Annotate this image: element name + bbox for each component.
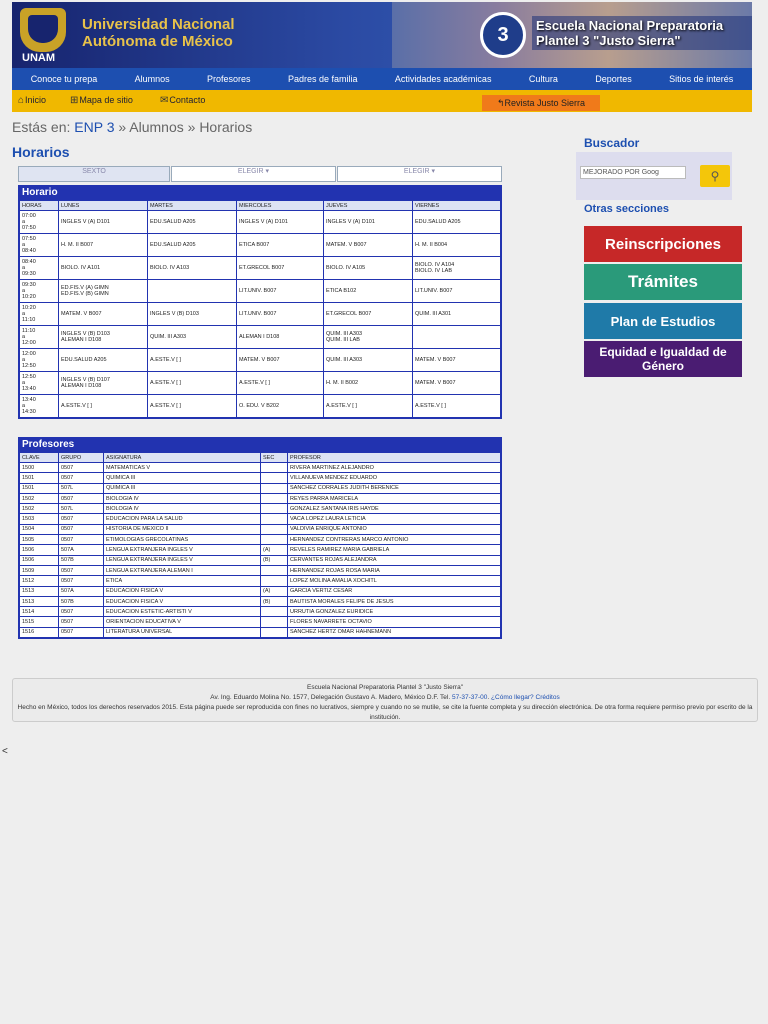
horario-time-cell: 08:40 a 09:30 [20,257,58,279]
horario-class-cell: MATEM. V B007 [237,349,323,371]
search-input[interactable]: MEJORADO POR Goog [580,166,686,179]
profesores-title: Profesores [22,439,75,450]
profesores-cell: FLORES NAVARRETE OCTAVIO [288,617,500,626]
buscador-title: Buscador [584,136,640,150]
school-name-line2: Plantel 3 "Justo Sierra" [536,33,681,48]
revista-button[interactable] [482,95,600,111]
profesores-cell: HERNANDEZ ROJAS ROSA MARIA [288,566,500,575]
profesores-cell: CERVANTES ROJAS ALEJANDRA [288,556,500,565]
search-button[interactable] [700,165,730,187]
profesores-cell: 1504 [20,525,58,534]
horario-class-cell: BIOLO. IV A104 BIOLO. IV LAB [413,257,500,279]
profesores-cell: 1506 [20,556,58,565]
promo-label: Plan de Estudios [610,313,716,329]
horario-class-cell: ETICA B007 [237,234,323,256]
profesores-cell: EDUCACION FISICA V [104,587,260,596]
profesores-cell: 1509 [20,566,58,575]
profesores-cell: VALDIVIA ENRIQUE ANTONIO [288,525,500,534]
horario-class-cell: MATEM. V B007 [413,349,500,371]
profesores-cell: 507B [59,597,103,606]
profesores-cell: 1506 [20,545,58,554]
profesores-cell: SANCHEZ CORRALES JUDITH BERENICE [288,484,500,493]
horario-row [20,234,500,256]
horario-class-cell: BIOLO. IV A101 [59,257,147,279]
horario-time-cell: 07:00 a 07:50 [20,211,58,233]
horario-class-cell: A.ESTE.V [ ] [59,395,147,417]
horario-class-cell: ETICA B102 [324,280,412,302]
promo-banner-4[interactable] [584,341,742,377]
table-row [20,484,500,493]
profesores-cell: 507A [59,545,103,554]
profesores-cell [261,576,287,585]
profesores-cell: 1512 [20,576,58,585]
horario-header-cell: MIERCOLES [237,201,323,210]
profesores-cell: URRUTIA GONZALEZ EURIDICE [288,607,500,616]
profesores-cell: 0507 [59,525,103,534]
profesores-cell [261,484,287,493]
footer-phone[interactable]: 57-37-37-00 [452,694,488,701]
school-name [532,16,752,50]
horario-class-cell: ET.GRECOL B007 [324,303,412,325]
table-row [20,514,500,523]
grade-select[interactable]: SEXTO [18,166,170,182]
footer [12,678,758,722]
horario-class-cell: A.ESTE.V [ ] [148,349,236,371]
table-row [20,494,500,503]
footer-como-llegar[interactable]: ¿Cómo llegar? [491,694,534,701]
profesores-cell: LOPEZ MOLINA AMALIA XOCHITL [288,576,500,585]
profesores-cell [261,504,287,513]
profesores-cell: 507L [59,484,103,493]
profesores-cell: ORIENTACION EDUCATIVA V [104,617,260,626]
university-name[interactable] [82,16,282,50]
horario-class-cell: LIT.UNIV. B007 [237,280,323,302]
unam-abbr: UNAM [22,52,55,64]
profesores-cell: ETIMOLOGIAS GRECOLATINAS [104,535,260,544]
table-row [20,545,500,554]
horario-class-cell [148,280,236,302]
profesores-cell [261,494,287,503]
subnav-inicio-label: Inicio [25,95,47,105]
profesores-cell: LENGUA EXTRANJERA ALEMAN I [104,566,260,575]
horario-class-cell: BIOLO. IV A105 [324,257,412,279]
horario-class-cell: A.ESTE.V [ ] [148,372,236,394]
nav-item-cultura[interactable]: Cultura [528,74,558,84]
horario-class-cell: H. M. II B004 [413,234,500,256]
profesores-cell: 1502 [20,494,58,503]
revista-label: Revista Justo Sierra [504,98,586,108]
horario-class-cell: ET.GRECOL B007 [237,257,323,279]
table-row [20,556,500,565]
profesores-header-cell: SEC [261,453,287,462]
subnav-mapa-label: Mapa de sitio [79,95,133,105]
horario-class-cell [413,326,500,348]
horario-table [18,185,502,419]
horario-class-cell: QUIM. III A303 [324,349,412,371]
profesores-cell [261,617,287,626]
profesores-cell: VACA LOPEZ LAURA LETICIA [288,514,500,523]
horario-class-cell: ALEMAN I D108 [237,326,323,348]
sitemap-icon: ⊞ [70,95,79,106]
profesores-cell: 0507 [59,566,103,575]
selector-row [18,166,502,182]
profesores-cell: 0507 [59,628,103,637]
profesores-cell: LENGUA EXTRANJERA INGLES V [104,545,260,554]
profesores-cell: 0507 [59,463,103,472]
horario-row [20,280,500,302]
subnav-contacto-label: Contacto [169,95,206,105]
horario-time-cell: 13:40 a 14:30 [20,395,58,417]
profesores-cell: 1513 [20,587,58,596]
profesores-cell [261,525,287,534]
profesores-table [18,437,502,639]
search-icon: ⚲ [710,169,720,183]
profesores-cell [261,463,287,472]
table-row [20,628,500,637]
profesores-cell: REYES PARRA MARICELA [288,494,500,503]
turn-select[interactable]: ELEGIR ▾ [337,166,502,182]
footer-address: Av. Ing. Eduardo Molina No. 1577, Delegación Gustavo A. Madero, México D.F. Tel. [210,694,451,701]
profesores-cell: 1515 [20,617,58,626]
profesores-cell: QUIMICA III [104,484,260,493]
profesores-cell: QUIMICA III [104,473,260,482]
horario-class-cell: EDU.SALUD A205 [148,234,236,256]
profesores-cell: ETICA [104,576,260,585]
profesores-cell: 0507 [59,494,103,503]
footer-creditos[interactable]: Créditos [535,694,560,701]
footer-line1: Escuela Nacional Preparatoria Plantel 3 "Justo Sierra" [307,684,463,691]
profesores-cell: 507L [59,504,103,513]
nav-item-profesores[interactable]: Profesores [207,74,251,84]
promo-banner-3[interactable] [584,303,742,339]
profesores-cell: 1513 [20,597,58,606]
horario-class-cell: INGLES V (A) D101 [237,211,323,233]
horario-header-cell: HORAS [20,201,58,210]
breadcrumb-rest: » Alumnos » Horarios [118,119,253,135]
horario-class-cell: INGLES V (B) D103 [148,303,236,325]
promo-banner-2[interactable] [584,264,742,300]
profesores-cell: 0507 [59,535,103,544]
profesores-cell [261,535,287,544]
horario-time-cell: 07:50 a 08:40 [20,234,58,256]
profesores-cell: BIOLOGIA IV [104,494,260,503]
profesores-cell: 0507 [59,514,103,523]
horario-time-cell: 10:20 a 11:10 [20,303,58,325]
horario-class-cell: MATEM. V B007 [413,372,500,394]
table-row [20,607,500,616]
profesores-cell: (A) [261,587,287,596]
stray-char: < [2,746,8,757]
profesores-cell: MATEMATICAS V [104,463,260,472]
nav-item-conoce[interactable]: Conoce tu prepa [30,74,98,84]
horario-class-cell: QUIM. III A303 [148,326,236,348]
horario-class-cell: A.ESTE.V [ ] [148,395,236,417]
profesores-cell: HERNANDEZ CONTRERAS MARCO ANTONIO [288,535,500,544]
horario-class-cell: H. M. II B002 [324,372,412,394]
profesores-cell: SANCHEZ HERTZ OMAR HAHNEMANN [288,628,500,637]
nav-item-actividades[interactable]: Actividades académicas [394,74,492,84]
profesores-cell: 1500 [20,463,58,472]
horario-header-cell: LUNES [59,201,147,210]
promo-label: Trámites [628,272,698,291]
breadcrumb-prefix: Estás en: [12,119,71,135]
home-icon: ⌂ [18,95,25,106]
profesores-cell: LITERATURA UNIVERSAL [104,628,260,637]
profesores-cell: LENGUA EXTRANJERA INGLES V [104,556,260,565]
profesores-cell: (B) [261,556,287,565]
profesores-cell: HISTORIA DE MEXICO II [104,525,260,534]
profesores-cell: 1516 [20,628,58,637]
table-row [20,597,500,606]
horario-class-cell: ED.FIS.V (A) GIMN ED.FIS.V (B) GIMN [59,280,147,302]
profesores-cell: BAUTISTA MORALES FELIPE DE JESUS [288,597,500,606]
profesores-cell: (B) [261,597,287,606]
profesores-cell [261,628,287,637]
profesores-cell: 1502 [20,504,58,513]
profesores-header-cell: GRUPO [59,453,103,462]
horario-row [20,349,500,371]
page-title: Horarios [12,144,70,160]
footer-line2: Av. Ing. Eduardo Molina No. 1577, Delegación Gustavo A. Madero, México D.F. Tel. 57-37-37-00. ¿Cómo llegar? Créditos [210,694,560,701]
table-row [20,504,500,513]
promo-label: Equidad e Igualdad de Género [599,345,727,373]
horario-class-cell: INGLES V (B) D107 ALEMAN I D108 [59,372,147,394]
horario-row [20,372,500,394]
profesores-cell [261,607,287,616]
table-row [20,576,500,585]
profesores-cell: 1501 [20,484,58,493]
profesores-cell: VILLANUEVA MENDEZ EDUARDO [288,473,500,482]
horario-time-cell: 09:30 a 10:20 [20,280,58,302]
mail-icon: ✉ [160,95,169,106]
horario-class-cell: A.ESTE.V [ ] [237,372,323,394]
profesores-cell [261,473,287,482]
profesores-cell: 507B [59,556,103,565]
profesores-cell: 1505 [20,535,58,544]
group-select[interactable]: ELEGIR ▾ [171,166,336,182]
horario-class-cell: LIT.UNIV. B007 [413,280,500,302]
profesores-header-cell: CLAVE [20,453,58,462]
enp-logo-icon[interactable]: 3 [480,12,526,58]
revista-icon: ↰ [496,98,505,108]
breadcrumb-link-enp3[interactable]: ENP 3 [74,119,115,135]
profesores-cell [261,514,287,523]
university-name-line2: Autónoma de México [82,33,233,50]
horario-time-cell: 11:10 a 12:00 [20,326,58,348]
profesores-cell: GARCIA VERTIZ CESAR [288,587,500,596]
horario-row [20,303,500,325]
nav-item-alumnos[interactable]: Alumnos [134,74,170,84]
horario-class-cell: MATEM. V B007 [324,234,412,256]
main-nav [12,68,752,90]
table-row [20,587,500,596]
horario-class-cell: BIOLO. IV A103 [148,257,236,279]
profesores-cell: (A) [261,545,287,554]
profesores-cell: 0507 [59,607,103,616]
profesores-cell: 507A [59,587,103,596]
unam-shield-icon[interactable] [20,8,66,52]
profesores-header-cell: PROFESOR [288,453,500,462]
horario-class-cell: A.ESTE.V [ ] [324,395,412,417]
horario-row [20,395,500,417]
profesores-cell: 1514 [20,607,58,616]
horario-class-cell: EDU.SALUD A205 [148,211,236,233]
promo-banner-1[interactable] [584,226,742,262]
horario-class-cell: EDU.SALUD A205 [59,349,147,371]
horario-header-cell: JUEVES [324,201,412,210]
nav-item-deportes[interactable]: Deportes [595,74,632,84]
nav-item-sitios[interactable]: Sitios de interés [669,74,734,84]
table-row [20,566,500,575]
horario-class-cell: H. M. II B007 [59,234,147,256]
horario-time-cell: 12:00 a 12:50 [20,349,58,371]
horario-class-cell: O. EDU. V B202 [237,395,323,417]
table-row [20,535,500,544]
horario-class-cell: EDU.SALUD A205 [413,211,500,233]
horario-header-cell: MARTES [148,201,236,210]
profesores-cell: EDUCACION ESTETIC-ARTISTI V [104,607,260,616]
footer-line3: Hecho en México, todos los derechos reservados 2015. Esta página puede ser reproducida con fines no lucrativos, siempre y cuando no se mutile, se cite la fuente completa y su dirección electrónica. De otra forma requiere permiso previo por escrito de la institución. [17,704,753,721]
profesores-cell: EDUCACION PARA LA SALUD [104,514,260,523]
profesores-cell: 0507 [59,473,103,482]
university-name-line1: Universidad Nacional [82,16,235,33]
subnav-inicio[interactable] [18,95,46,106]
horario-class-cell: LIT.UNIV. B007 [237,303,323,325]
profesores-cell [261,566,287,575]
horario-title: Horario [22,187,58,198]
profesores-header-cell: ASIGNATURA [104,453,260,462]
sub-nav [12,90,752,112]
profesores-cell: GONZALEZ SANTANA IRIS HAYDE [288,504,500,513]
table-row [20,463,500,472]
horario-row [20,257,500,279]
profesores-cell: EDUCACION FISICA V [104,597,260,606]
subnav-contacto[interactable] [160,95,205,106]
profesores-cell: RIVERA MARTINEZ ALEJANDRO [288,463,500,472]
horario-class-cell: INGLES V (A) D101 [59,211,147,233]
promo-label: Reinscripciones [605,235,721,253]
subnav-mapa[interactable] [70,95,133,106]
horario-class-cell: INGLES V (B) D103 ALEMAN I D108 [59,326,147,348]
profesores-cell: 1503 [20,514,58,523]
breadcrumb [12,119,252,135]
horario-class-cell: INGLES V (A) D101 [324,211,412,233]
table-row [20,617,500,626]
profesores-cell: 1501 [20,473,58,482]
horario-time-cell: 12:50 a 13:40 [20,372,58,394]
profesores-cell: 0507 [59,576,103,585]
horario-class-cell: A.ESTE.V [ ] [413,395,500,417]
horario-row [20,326,500,348]
header-banner [12,2,752,68]
school-name-line1: Escuela Nacional Preparatoria [536,18,724,33]
horario-class-cell: MATEM. V B007 [59,303,147,325]
profesores-cell: BIOLOGIA IV [104,504,260,513]
horario-header-cell: VIERNES [413,201,500,210]
profesores-cell: REVELES RAMIREZ MARIA GABRIELA [288,545,500,554]
horario-row [20,211,500,233]
horario-class-cell: QUIM. III A303 QUIM. III LAB [324,326,412,348]
table-row [20,525,500,534]
horario-class-cell: QUIM. III A301 [413,303,500,325]
profesores-cell: 0507 [59,617,103,626]
otras-secciones-title: Otras secciones [584,203,669,215]
table-row [20,473,500,482]
nav-item-padres[interactable]: Padres de familia [287,74,358,84]
